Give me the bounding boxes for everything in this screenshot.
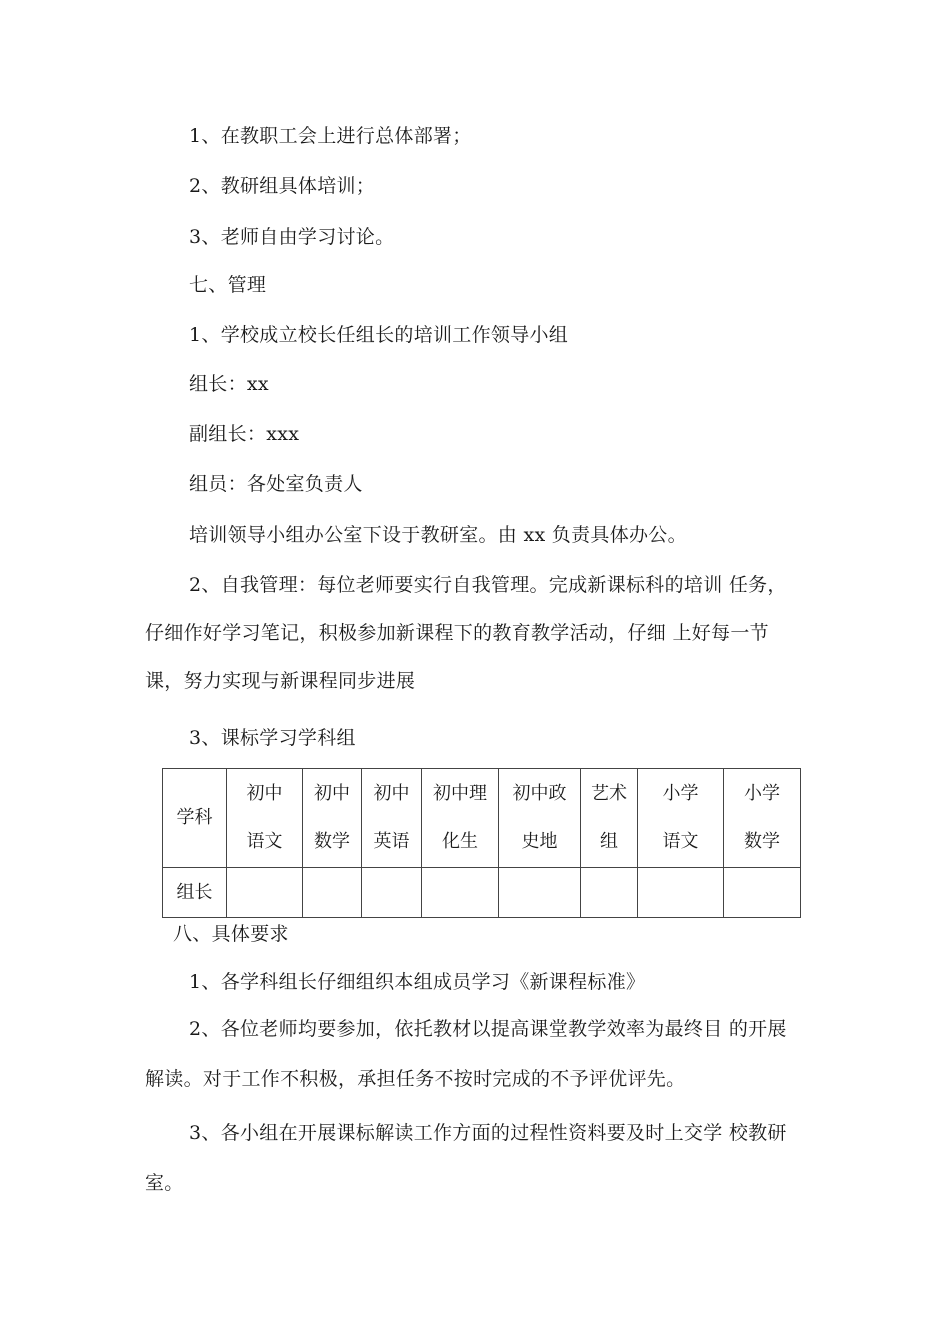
paragraph-self-management-line-3: 课，努力实现与新课程同步进展 — [145, 670, 416, 692]
paragraph-group-leader: 组长：xx — [189, 373, 269, 395]
table-cell-empty — [422, 868, 499, 918]
table-header-subject: 学科 — [163, 769, 227, 868]
paragraph-self-management-line-1: 2、自我管理：每位老师要实行自我管理。完成新课标科的培训 任务， — [189, 574, 787, 596]
section-heading-management: 七、管理 — [189, 274, 267, 296]
paragraph-step-1: 1、在教职工会上进行总体部署； — [189, 125, 472, 147]
table-cell-col-5: 初中政 史地 — [499, 769, 581, 868]
paragraph-step-2: 2、教研组具体培训； — [189, 175, 376, 197]
table-row — [163, 769, 801, 868]
paragraph-subject-groups: 3、课标学习学科组 — [189, 727, 356, 749]
table-cell-empty — [581, 868, 638, 918]
paragraph-self-management-line-2: 仔细作好学习笔记，积极参加新课程下的教育教学活动，仔细 上好每一节 — [145, 622, 769, 644]
table-header-leader: 组长 — [163, 868, 227, 918]
table-cell-empty — [227, 868, 303, 918]
table-cell-col-6: 艺术 组 — [581, 769, 638, 868]
paragraph-members: 组员：各处室负责人 — [189, 473, 363, 495]
table-cell-col-4: 初中理 化生 — [422, 769, 499, 868]
subject-group-table — [162, 768, 801, 918]
table-cell-empty — [638, 868, 724, 918]
paragraph-requirement-2-line-1: 2、各位老师均要参加，依托教材以提高课堂教学效率为最终目 的开展 — [189, 1018, 787, 1040]
table-row — [163, 868, 801, 918]
table-cell-col-1: 初中 语文 — [227, 769, 303, 868]
paragraph-office: 培训领导小组办公室下设于教研室。由 xx 负责具体办公。 — [189, 524, 687, 546]
paragraph-requirement-3-line-1: 3、各小组在开展课标解读工作方面的过程性资料要及时上交学 校教研 — [189, 1122, 787, 1144]
table-cell-col-3: 初中 英语 — [362, 769, 422, 868]
table-cell-empty — [724, 868, 801, 918]
paragraph-requirement-3-line-2: 室。 — [145, 1172, 184, 1194]
paragraph-requirement-2-line-2: 解读。对于工作不积极，承担任务不按时完成的不予评优评先。 — [145, 1068, 686, 1090]
paragraph-step-3: 3、老师自由学习讨论。 — [189, 226, 395, 248]
table-cell-empty — [499, 868, 581, 918]
paragraph-requirement-1: 1、各学科组长仔细组织本组成员学习《新课程标准》 — [189, 971, 646, 993]
table-cell-empty — [303, 868, 362, 918]
table-cell-col-8: 小学 数学 — [724, 769, 801, 868]
table-cell-empty — [362, 868, 422, 918]
section-heading-requirements: 八、具体要求 — [173, 923, 289, 945]
paragraph-leadership-group: 1、学校成立校长任组长的培训工作领导小组 — [189, 324, 569, 346]
table-cell-col-7: 小学 语文 — [638, 769, 724, 868]
table-cell-col-2: 初中 数学 — [303, 769, 362, 868]
paragraph-deputy-leader: 副组长：xxx — [189, 423, 300, 445]
